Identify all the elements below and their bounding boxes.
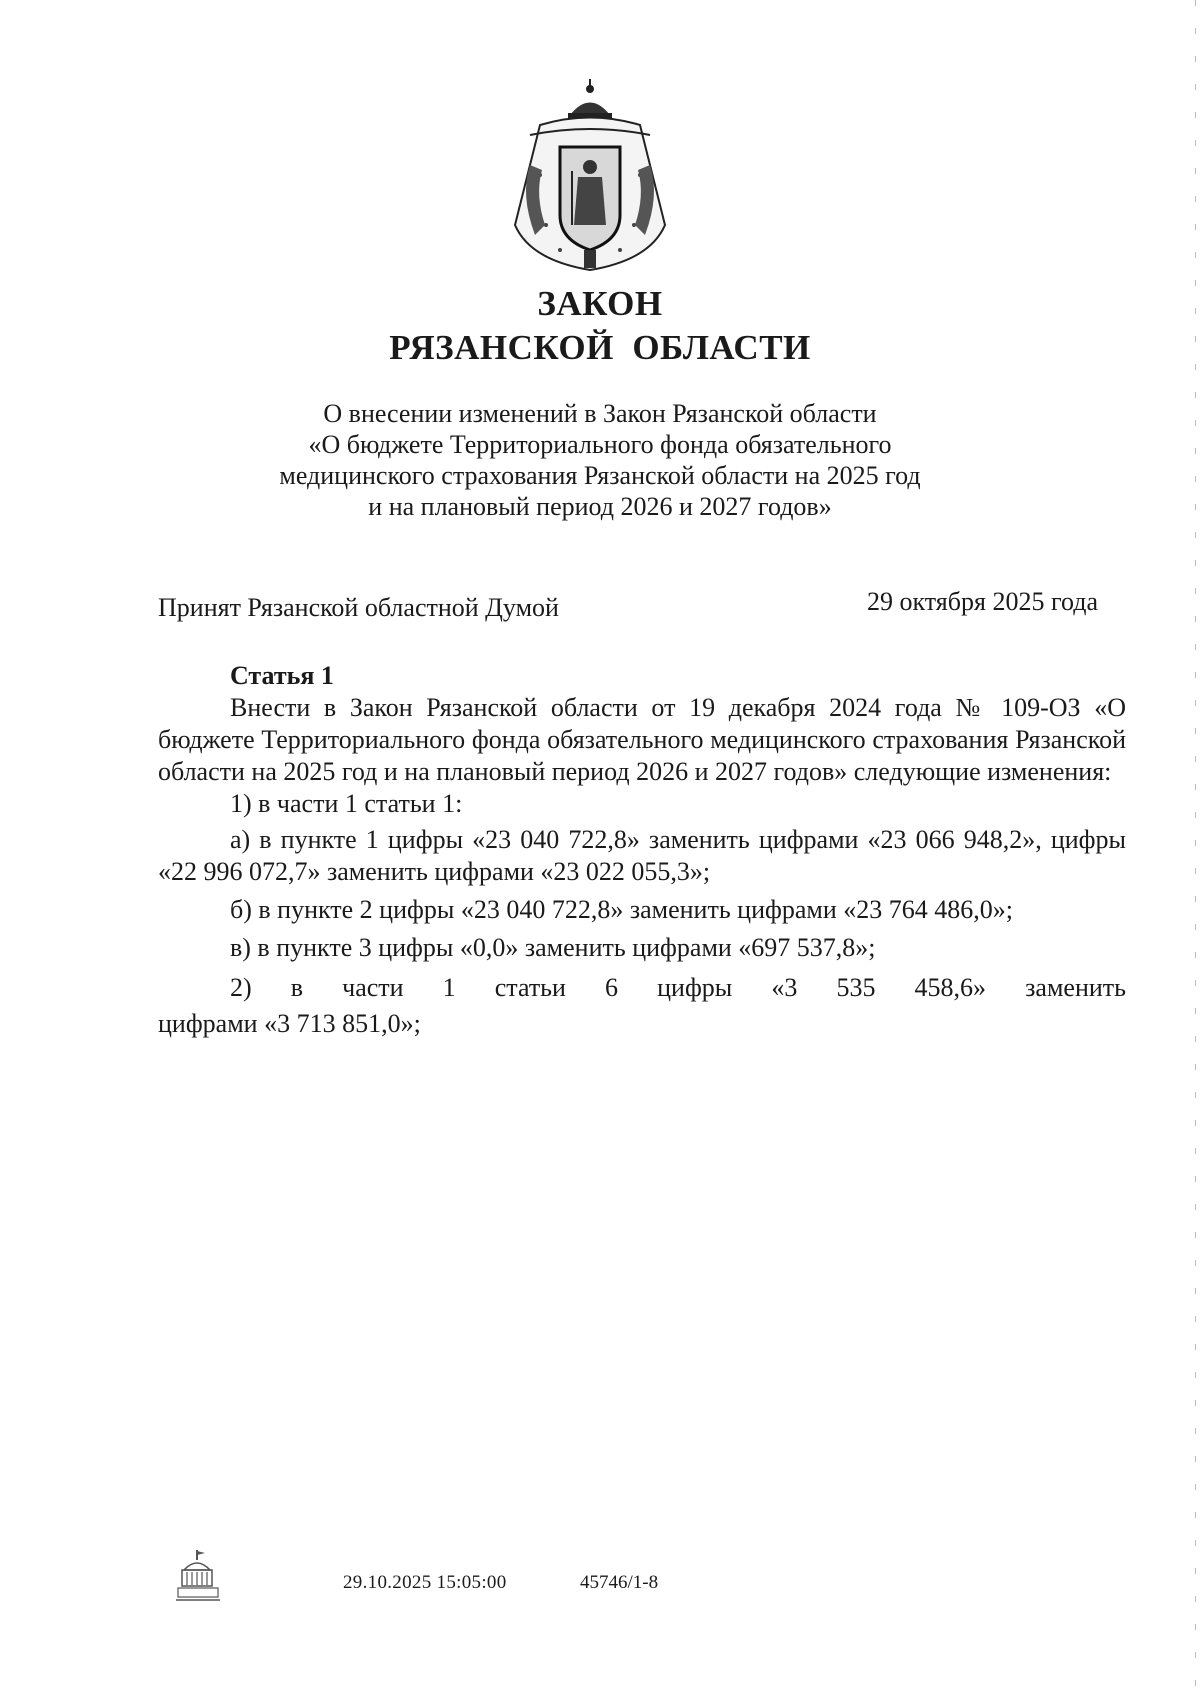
article-intro: Внести в Закон Рязанской области от 19 декабря 2024 года № 109-ОЗ «О бюджете Территориального фонда обязательного медицинского страхования Рязанской области на 2025 год и на плановый период 2026 и 2027 годов» следующие изменения:: [158, 693, 1126, 786]
law-subject: [0, 398, 1200, 522]
duma-building-icon: [172, 1548, 226, 1602]
adoption-date: 29 октября 2025 года: [867, 587, 1098, 616]
scan-edge-marks: [1195, 0, 1196, 1695]
subject-line-1: О внесении изменений в Закон Рязанской области: [323, 399, 877, 428]
item-2-line-1: 2) в части 1 статьи 6 цифры «3 535 458,6» заменить: [230, 973, 1126, 1002]
law-body: [158, 660, 1126, 1040]
title-line-2: РЯЗАНСКОЙ ОБЛАСТИ: [389, 328, 811, 367]
coat-of-arms-icon: [500, 75, 680, 275]
item-1: 1) в части 1 статьи 1:: [230, 789, 463, 818]
item-1c: в) в пункте 3 цифры «0,0» заменить цифрами «697 537,8»;: [230, 933, 876, 962]
article-heading: Статья 1: [230, 661, 334, 690]
footer-timestamp: 29.10.2025 15:05:00: [343, 1572, 507, 1593]
subject-line-2: «О бюджете Территориального фонда обязательного: [308, 430, 892, 459]
item-1a: а) в пункте 1 цифры «23 040 722,8» заменить цифрами «23 066 948,2», цифры «22 996 072,7» заменить цифрами «23 022 055,3»;: [158, 825, 1126, 886]
subject-line-4: и на плановый период 2026 и 2027 годов»: [368, 492, 832, 521]
footer-doc-number: 45746/1-8: [580, 1572, 659, 1593]
adopted-by: Принят Рязанской областной Думой: [158, 593, 559, 622]
subject-line-3: медицинского страхования Рязанской области на 2025 год: [279, 461, 921, 490]
law-title: [0, 282, 1200, 370]
item-2-line-2: цифрами «3 713 851,0»;: [158, 1009, 421, 1038]
footer: [0, 1548, 1200, 1608]
adoption-line: [158, 587, 1098, 623]
item-1b: б) в пункте 2 цифры «23 040 722,8» заменить цифрами «23 764 486,0»;: [230, 895, 1013, 924]
title-line-1: ЗАКОН: [537, 284, 663, 323]
